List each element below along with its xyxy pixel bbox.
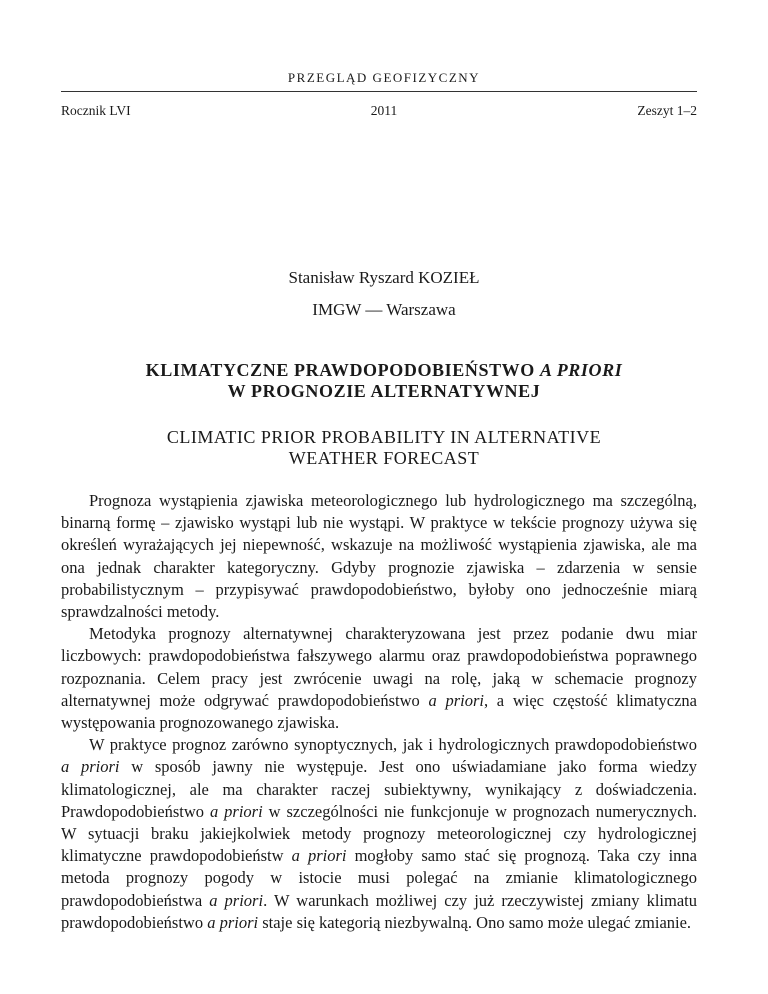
abstract-p3-text-a: W praktyce prognoz zarówno synoptycznych, jak i hydrologicznych prawdopodobieństwo [89, 735, 697, 755]
title-polish [0, 360, 768, 402]
issue-label: Zeszyt 1–2 [637, 103, 697, 118]
abstract-p3-italic-3: a priori [291, 846, 347, 866]
journal-name: PRZEGLĄD GEOFIZYCZNY [287, 70, 481, 85]
abstract-p3-text-c: w szczególności nie funkcjonuje w prognozach numerycznych. W sytuacji braku jakiejkolwiek metody prognozy meteorologicznej czy hydrologicznej klimatyczne prawdopodobieństw [61, 801, 697, 866]
abstract-p3-text-b: w sposób jawny nie występuje. Jest ono uświadamiane jako forma wiedzy klimatologicznej, ale ma charakter raczej subiektywny, wynikający z doświadczenia. Prawdopodobieństwo [61, 757, 697, 821]
abstract [61, 490, 697, 934]
abstract-p3-text-e: . W warunkach możliwej czy już rzeczywistej zmiany klimatu prawdopodobieństwo [61, 890, 698, 932]
title-polish-line1 [0, 360, 768, 381]
year-label: 2011 [370, 103, 398, 118]
title-english-line1: CLIMATIC PRIOR PROBABILITY IN ALTERNATIVE [166, 427, 602, 447]
abstract-p3-text-f: staje się kategorią niezbywalną. Ono samo może ulegać zmianie. [258, 912, 692, 932]
title-english [0, 427, 768, 469]
title-english-line2: WEATHER FORECAST [288, 448, 480, 468]
abstract-p3-italic-4: a priori [209, 890, 264, 910]
abstract-p2-text-b: , a więc częstość klimatyczna występowania prognozowanego zjawiska. [61, 690, 697, 733]
abstract-paragraph-2 [61, 623, 697, 734]
abstract-p3-italic-2: a priori [209, 801, 263, 821]
abstract-p3-text-d: mogłoby samo stać się prognozą. Taka czy inna metoda prognozy pogody w istocie musi polegać na zmianie klimatologicznego prawdopodobieństwa [61, 846, 698, 910]
abstract-p3-italic-1: a priori [61, 757, 120, 777]
title-polish-line1-italic: A PRIORI [539, 360, 623, 380]
author-name: Stanisław Ryszard KOZIEŁ [288, 268, 480, 287]
abstract-paragraph-1: Prognoza wystąpienia zjawiska meteorologicznego lub hydrologicznego ma szczególną, binarną formę – zjawisko wystąpi lub nie wystąpi. W praktyce w tekście prognozy używa się określeń wyrażających jej niepewność, wskazuje na możliwość wystąpienia zjawiska, ale ma ona jednak charakter kategoryczny. Gdyby prognozie zjawiska – zdarzenia w sensie probabilistycznym – przypisywać prawdopodobieństwo, byłoby ono jednocześnie miarą sprawdzalności metody. [61, 491, 697, 622]
abstract-paragraph-3 [61, 734, 697, 934]
abstract-p2-text-a: Metodyka prognozy alternatywnej charakteryzowana jest przez podanie dwu miar liczbowych: prawdopodobieństwa fałszywego alarmu oraz prawdopodobieństwa poprawnego rozpoznania. Celem pracy jest zwrócenie uwagi na rolę, jaką w schemacie prognozy alternatywnej może odgrywać prawdopodobieństwo [61, 624, 697, 710]
header-rule [61, 91, 697, 92]
abstract-p3-italic-5: a priori [207, 912, 259, 932]
title-polish-line2: W PROGNOZIE ALTERNATYWNEJ [227, 381, 541, 401]
volume-label: Rocznik LVI [61, 103, 131, 118]
abstract-p2-italic-1: a priori [428, 690, 484, 710]
title-polish-line1-main: KLIMATYCZNE PRAWDOPODOBIEŃSTWO [145, 360, 540, 380]
author-affiliation: IMGW — Warszawa [312, 300, 456, 319]
